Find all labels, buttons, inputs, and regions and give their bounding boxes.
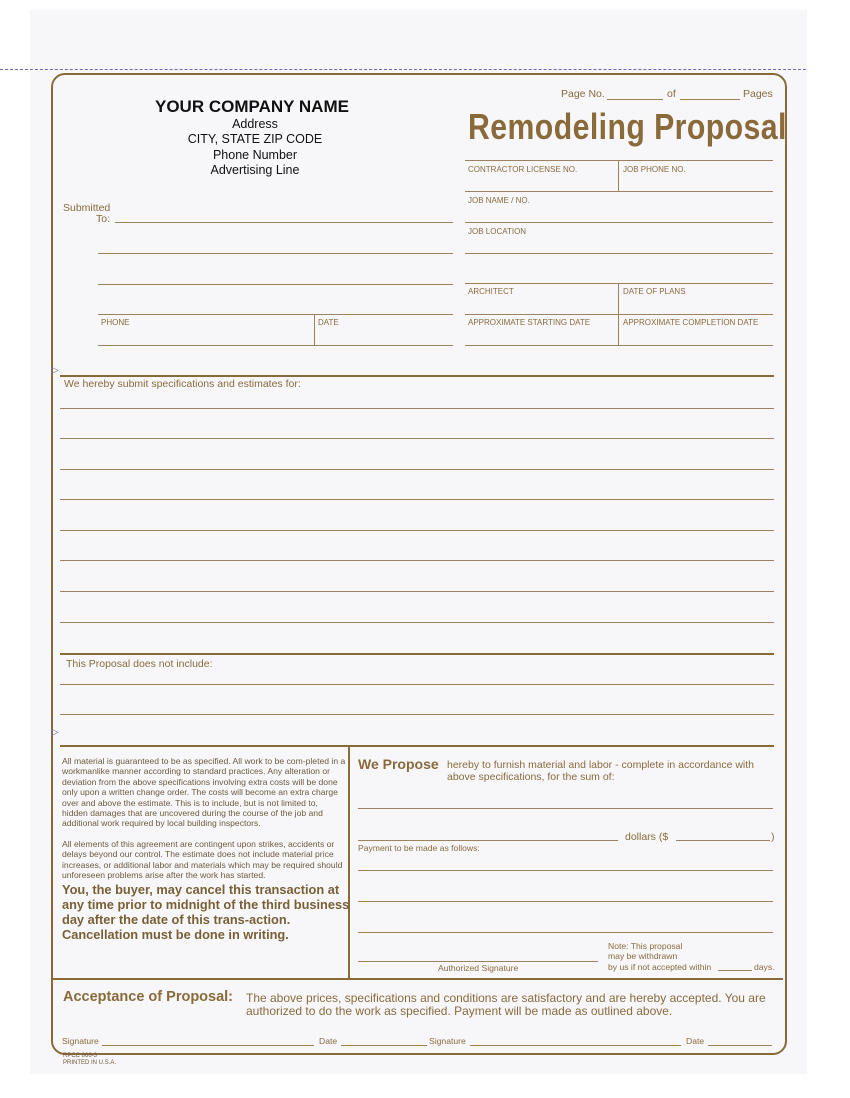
dollars-amount-field[interactable] [676,840,770,841]
cancellation-notice: You, the buyer, may cancel this transaction at any time prior to midnight of the third business day after the date of this trans-action. Cancellation must be done in writing. [62,882,350,942]
job-name-field[interactable] [465,222,773,223]
company-phone: Phone Number [212,148,298,162]
specs-heading: We hereby submit specifications and estimates for: [64,378,301,390]
page-no-field[interactable] [607,99,663,100]
address-field-1[interactable] [98,253,453,254]
dollars-close-paren: ) [771,831,775,843]
acceptance-text-1: The above prices, specifications and conditions are satisfactory and are hereby accepted. You are [246,991,766,1005]
propose-text-1: hereby to furnish material and labor - complete in accordance with [447,759,754,771]
terms-paragraph-1: All material is guaranteed to be as specified. All work to be com-pleted in a workmanlike manner according to standard practices. Any alteration or deviation from the above specifications involving extra costs will be done only upon a written change order. The costs will become an extra charge over and above the estimate. This is to include, but is not limited to, hidden damages that are uncovered during the course of the job and additional work required by local building inspectors. [62,756,346,829]
specs-line[interactable] [60,469,774,470]
sum-words-field[interactable] [358,840,618,841]
payment-line[interactable] [358,870,773,871]
submitted-to-field[interactable] [115,222,453,223]
section-divider [60,745,774,747]
we-propose-label: We Propose [358,756,439,772]
architect-field[interactable] [465,314,773,315]
not-include-line[interactable] [60,714,774,715]
page-no-label: Page No. [561,88,605,100]
company-city: CITY, STATE ZIP CODE [187,132,323,146]
perforation-line [0,69,806,70]
job-phone-label: JOB PHONE NO. [623,165,686,174]
authorized-signature-field[interactable] [358,961,598,962]
to-label: To: [96,213,111,225]
company-name: YOUR COMPANY NAME [155,97,349,116]
date-label: DATE [318,318,339,327]
section-divider [52,978,783,980]
job-location-label: JOB LOCATION [468,227,527,236]
field-divider [618,160,619,191]
approx-completion-label: APPROXIMATE COMPLETION DATE [623,318,759,327]
approx-dates-field[interactable] [465,345,773,346]
page-total-field[interactable] [680,99,740,100]
job-location-field[interactable] [465,253,773,254]
specs-line[interactable] [60,560,774,561]
note-line-3: by us if not accepted within [608,962,712,972]
company-ad-line: Advertising Line [210,163,300,177]
terms-paragraph-2: All elements of this agreement are contingent upon strikes, accidents or delays beyond our control. The estimate does not include material price increases, or additional labor and materials which may be required should unforeseen problems arise after the work has started. [62,839,343,881]
date-field-1[interactable] [341,1045,427,1046]
company-address: Address [232,117,278,131]
specs-line[interactable] [60,622,774,623]
days-field[interactable] [718,970,752,971]
arrow-marker: ▷ [51,365,59,376]
authorized-signature-label: Authorized Signature [438,963,519,973]
pages-label: Pages [743,88,773,100]
column-divider [348,746,350,978]
of-label: of [667,88,676,100]
date-field-2[interactable] [708,1045,772,1046]
date-label-2: Date [686,1036,705,1046]
phone-date-field[interactable] [98,345,453,346]
job-name-label: JOB NAME / NO. [468,196,530,205]
propose-text-2: above specifications, for the sum of: [447,771,615,783]
days-label: days. [754,962,775,972]
field-line [465,160,773,161]
payment-label: Payment to be made as follows: [358,843,480,853]
printed-label: PRINTED IN U.S.A. [63,1060,117,1066]
specs-line[interactable] [60,530,774,531]
section-divider [60,375,774,377]
section-divider [60,653,774,655]
specs-line[interactable] [60,408,774,409]
not-include-line[interactable] [60,684,774,685]
specs-line[interactable] [60,499,774,500]
contractor-license-field[interactable] [465,191,773,192]
payment-line[interactable] [358,932,773,933]
address-field-3[interactable] [98,314,453,315]
signature-label-2: Signature [429,1036,466,1046]
signature-field-2[interactable] [470,1045,681,1046]
payment-line[interactable] [358,901,773,902]
signature-label: Signature [62,1036,99,1046]
specs-line[interactable] [60,438,774,439]
acceptance-text-2: authorized to do the work as specified. Payment will be made as outlined above. [246,1004,673,1018]
dollars-label: dollars ($ [625,831,669,843]
note-line-1: Note: This proposal [608,941,683,951]
contractor-license-label: CONTRACTOR LICENSE NO. [468,165,578,174]
approx-start-label: APPROXIMATE STARTING DATE [468,318,591,327]
address-field-2[interactable] [98,284,453,285]
arrow-marker: ▷ [51,727,59,738]
date-label-1: Date [319,1036,338,1046]
acceptance-heading: Acceptance of Proposal: [63,989,234,1005]
form-title: Remodeling Proposal [468,106,787,147]
specs-line[interactable] [60,591,774,592]
form-code: RPCC 866-3 [63,1053,98,1059]
sum-field[interactable] [358,808,773,809]
signature-field[interactable] [102,1045,314,1046]
field-divider [314,314,315,345]
date-of-plans-label: DATE OF PLANS [623,287,686,296]
phone-label: PHONE [101,318,130,327]
not-include-heading: This Proposal does not include: [66,658,213,670]
note-line-2: may be withdrawn [608,951,678,961]
architect-label: ARCHITECT [468,287,514,296]
submitted-label: Submitted [63,202,111,214]
job-location-field-2[interactable] [465,283,773,284]
